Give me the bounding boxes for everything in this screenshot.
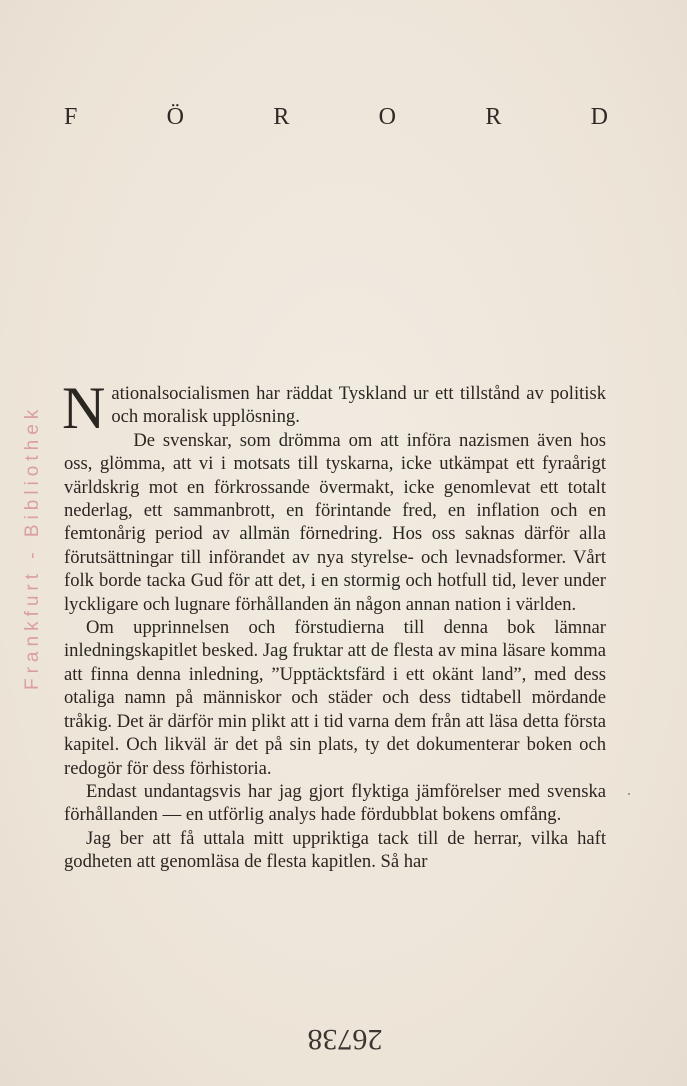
paragraph: Om upprinnelsen och förstudierna till denna bok lämnar inledningskapitlet besked. Jag fruktar att de flesta av mina läsare komma att finna denna inledning, ”Upptäcktsfärd i ett okänt land”, med dess otaliga namn på människor och städer och dess tidtabell mördande tråkig. Det är därför min plikt att i tid varna dem från att läsa detta första kapitel. Och likväl är det på sin plats, ty det dokumenterar boken och redogör för dess förhistoria. [64,617,606,779]
library-stamp [18,300,48,690]
heading-letter: D [590,104,608,130]
inventory-number: 26738 [307,1023,383,1056]
page-heading [64,104,608,131]
heading-letter: O [378,104,396,130]
paragraph [62,375,606,441]
paragraph: De svenskar, som drömma om att införa nazismen även hos oss, glömma, att vi i motsats till tyskarna, icke utkämpat ett fyraårigt världskrig mot en förkrossande övermakt, icke genomlevat ett totalt nederlag, ett sammanbrott, en förintande fred, en inflation och en femtonårig period av allmän förnedring. Hos oss saknas därför alla förutsättningar till införandet av nya styrelse- och levnadsformer. Vårt folk borde tacka Gud för att det, i en stormig och hotfull tid, lever under lyckligare och lugnare förhållanden än någon annan nation i världen. [64,429,606,615]
heading-letter: R [485,104,502,130]
drop-cap: N [62,375,106,441]
library-stamp-text: Frankfurt - Bibliothek [22,404,43,690]
heading-letter: Ö [166,104,185,130]
heading-letter: R [273,104,290,130]
pencil-mark [628,793,630,795]
heading-letter: F [64,104,78,130]
paragraph: Jag ber att få uttala mitt uppriktiga tack till de herrar, vilka haft godheten att genomläsa de flesta kapitlen. Så har [64,827,606,873]
body-text [62,375,606,874]
paragraph: Endast undantagsvis har jag gjort flyktiga jämförelser med svenska förhållanden — en utförlig analys hade fördubblat bokens omfång. [64,780,606,826]
paragraph-text: ationalsocialismen har räddat Tyskland ur ett tillstånd av politisk och moralisk upplösning. [111,383,606,428]
